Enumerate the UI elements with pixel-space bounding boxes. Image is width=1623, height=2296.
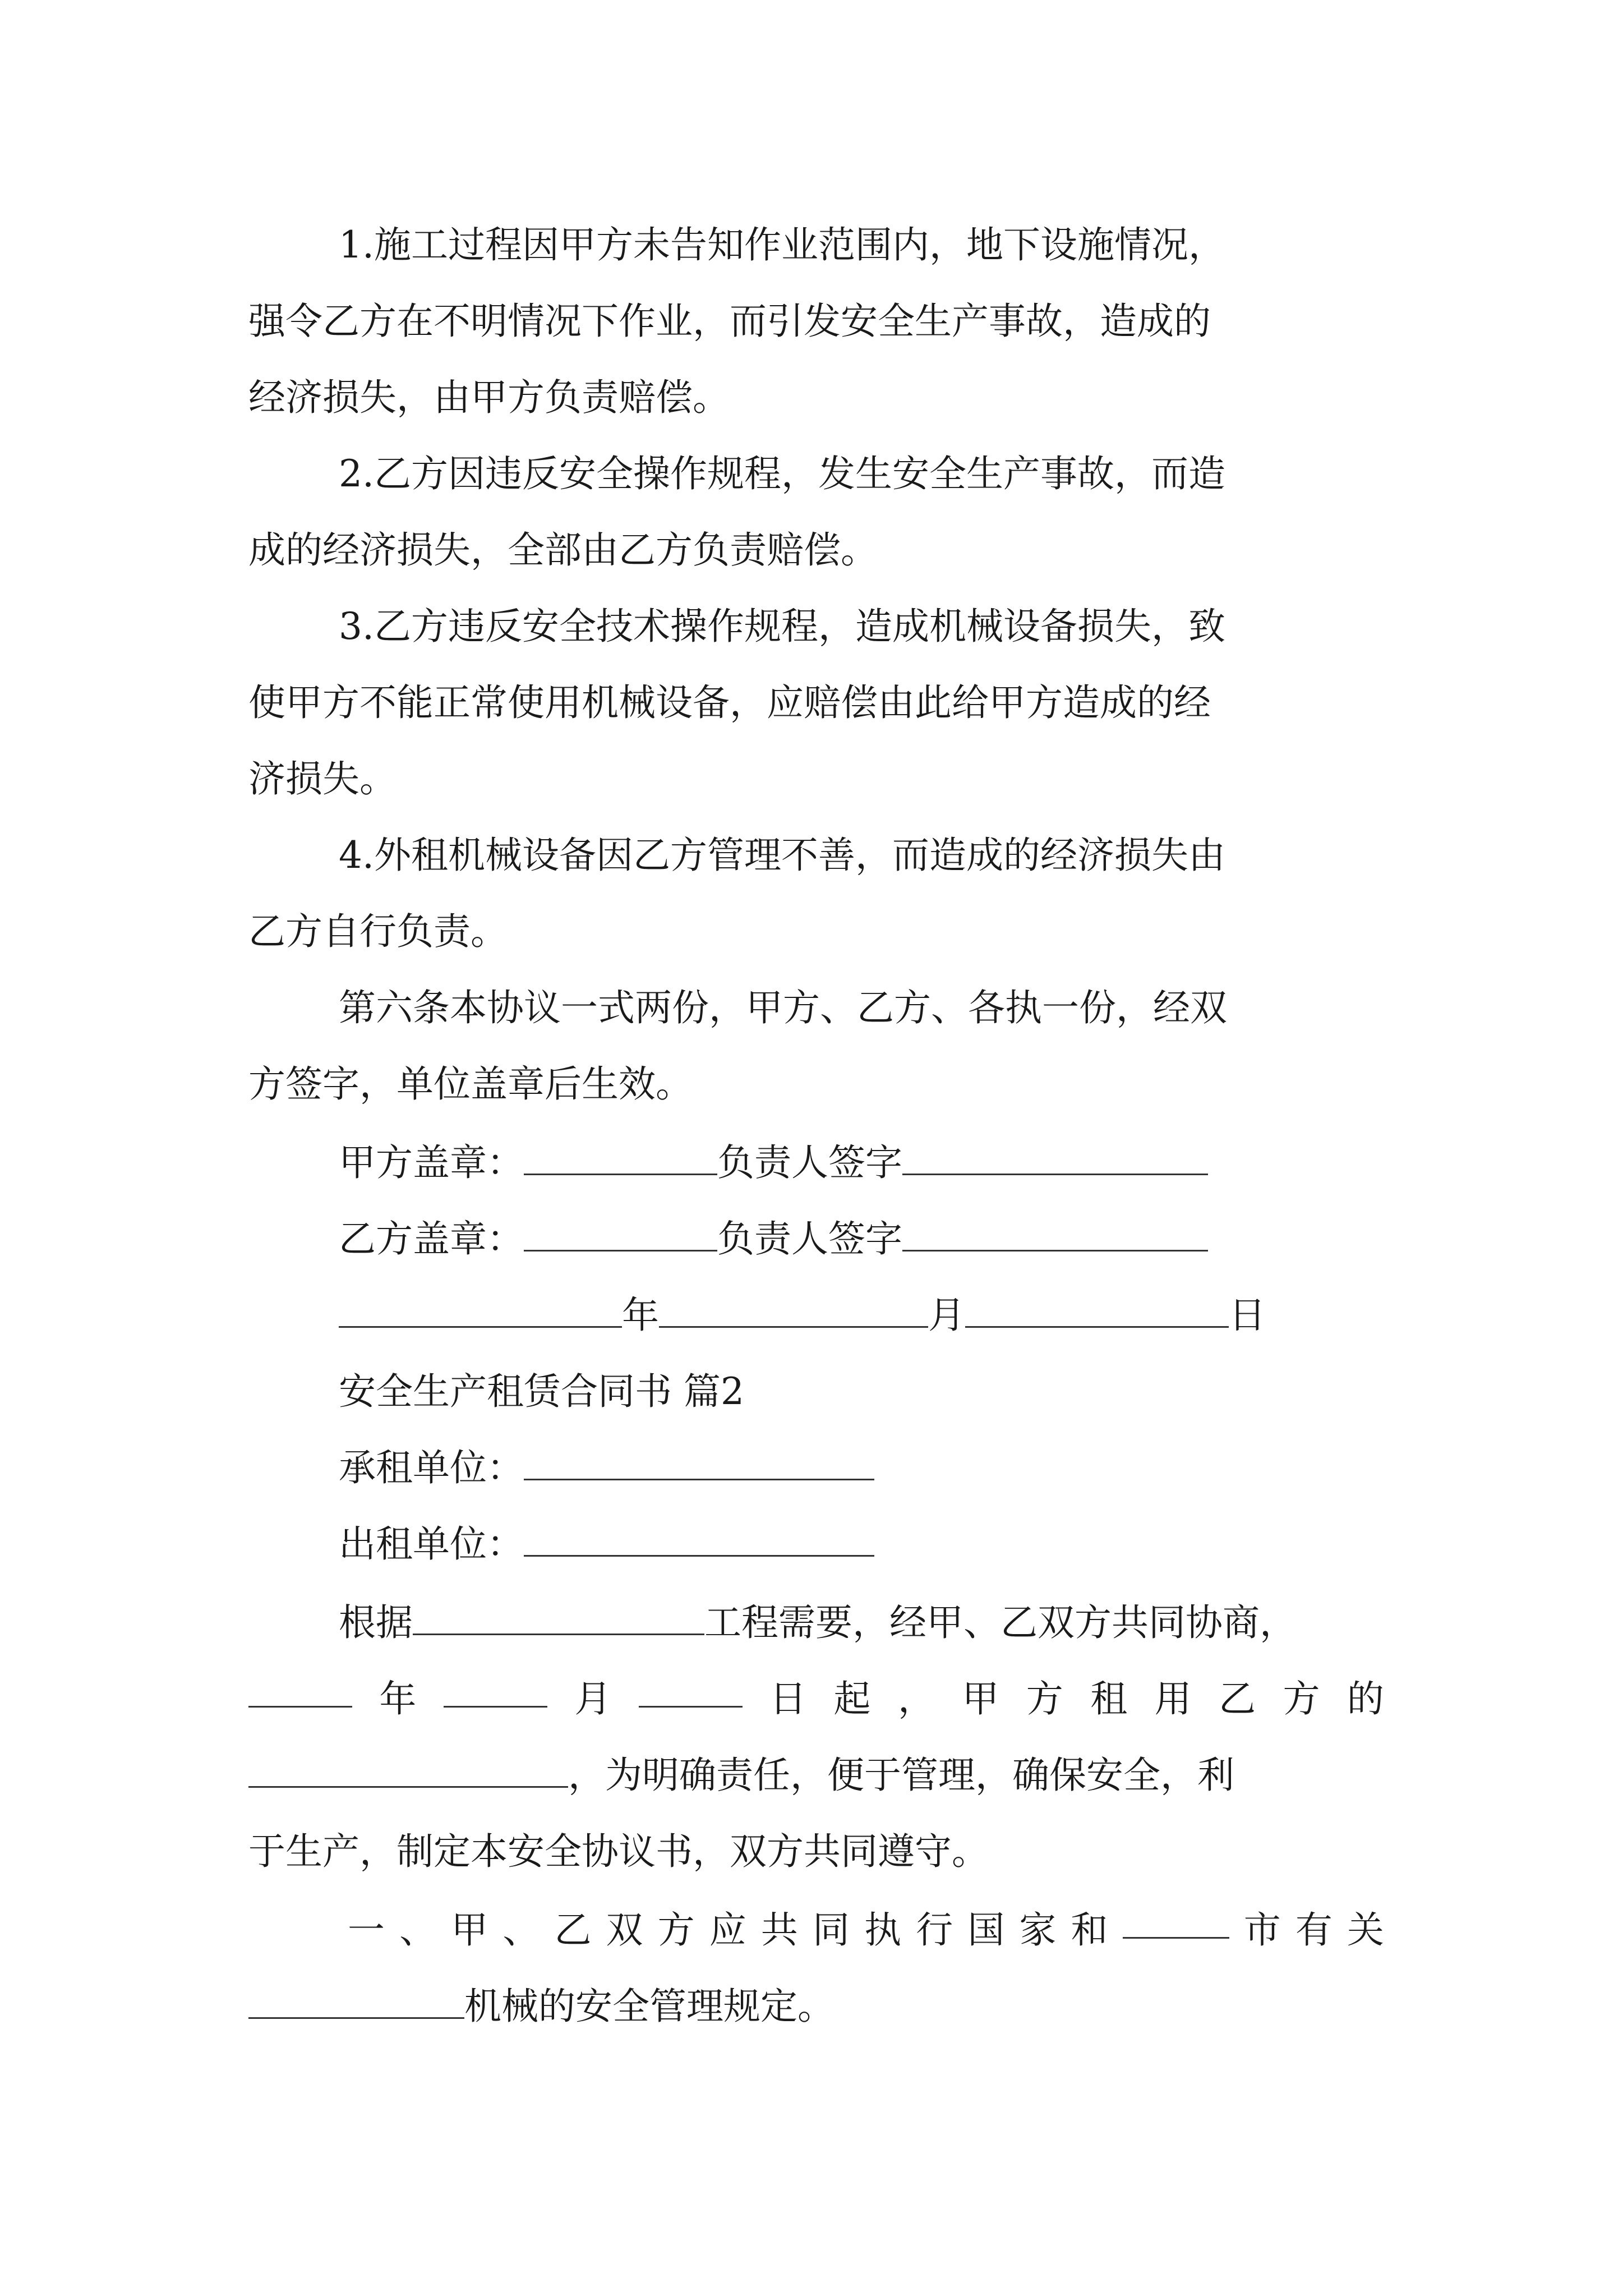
article6-line1: 第六条本协议一式两份，甲方、乙方、各执一份，经双: [339, 986, 1227, 1029]
item3-line1: 3.乙方违反安全技术操作规程，造成机械设备损失，致: [339, 605, 1225, 648]
section2-title: 安全生产租赁合同书 篇2: [339, 1370, 744, 1413]
lessor-line: [339, 1516, 874, 1572]
clause-char: 一: [348, 1908, 385, 1952]
clause-char: 行: [916, 1908, 953, 1952]
item3-line3: 济损失。: [248, 757, 396, 800]
date-char: 租: [1090, 1677, 1128, 1720]
clause-char: 、: [502, 1908, 540, 1952]
party-a-sign-blank[interactable]: [902, 1139, 1208, 1175]
party-a-seal-label: 甲方盖章：: [339, 1141, 524, 1184]
machinery-type-blank[interactable]: [248, 1982, 464, 2019]
date-char: 方: [1283, 1677, 1320, 1720]
party-b-seal-label: 乙方盖章：: [339, 1217, 524, 1260]
para1-line1: [339, 1595, 1297, 1651]
lessor-label: 出租单位：: [339, 1522, 524, 1566]
item2-line2: 成的经济损失，全部由乙方负责赔偿。: [248, 528, 878, 572]
clause-char: 关: [1347, 1908, 1384, 1952]
para1-rest: 工程需要，经甲、乙双方共同协商，: [704, 1601, 1297, 1644]
party-b-seal-blank[interactable]: [524, 1215, 717, 1251]
item1-line2: 强令乙方在不明情况下作业，而引发安全生产事故，造成的: [248, 300, 1211, 343]
clause-char: 国: [967, 1908, 1005, 1952]
clause-char: 共: [760, 1908, 798, 1952]
party-a-seal-blank[interactable]: [524, 1139, 717, 1175]
date-char: 的: [1347, 1677, 1384, 1720]
lessee-label: 承租单位：: [339, 1446, 524, 1489]
item4-line2: 乙方自行负责。: [248, 910, 508, 953]
clause-char: 执: [864, 1908, 902, 1952]
party-a-responsible-label: 负责人签字: [717, 1141, 902, 1184]
date-char: 日: [769, 1677, 807, 1720]
para1-start: 根据: [339, 1601, 413, 1644]
clause1-line2-rest: 机械的安全管理规定。: [464, 1985, 834, 2028]
signature-date-line: [339, 1287, 1266, 1343]
project-name-blank[interactable]: [413, 1599, 704, 1635]
clause1-line2: [248, 1978, 834, 2035]
clause-char: 双: [606, 1908, 643, 1952]
party-a-signature-line: [339, 1135, 1208, 1191]
lessee-blank[interactable]: [524, 1444, 874, 1480]
start-month-blank[interactable]: [444, 1671, 547, 1708]
party-b-signature-line: [339, 1211, 1208, 1267]
date-char: 用: [1154, 1677, 1192, 1720]
day-label: 日: [1229, 1294, 1266, 1337]
para1-line4: 于生产，制定本安全协议书，双方共同遵守。: [248, 1830, 989, 1873]
date-char: 年: [379, 1677, 417, 1720]
clause-char: 有: [1295, 1908, 1332, 1952]
date-char: 方: [1026, 1677, 1063, 1720]
para1-date-line: [248, 1671, 1384, 1727]
clause1-line1: [348, 1902, 1384, 1958]
date-char: 乙: [1219, 1677, 1256, 1720]
date-char: 甲: [962, 1677, 999, 1720]
item4-line1: 4.外租机械设备因乙方管理不善，而造成的经济损失由: [339, 834, 1225, 877]
item3-line2: 使甲方不能正常使用机械设备，应赔偿由此给甲方造成的经: [248, 681, 1211, 724]
article6-line2: 方签字，单位盖章后生效。: [248, 1062, 693, 1106]
clause-char: 乙: [554, 1908, 592, 1952]
para1-line3: [248, 1747, 1234, 1803]
item1-line3: 经济损失，由甲方负责赔偿。: [248, 376, 730, 419]
clause-char: 同: [812, 1908, 850, 1952]
lessee-line: [339, 1440, 874, 1496]
clause-char: 应: [709, 1908, 746, 1952]
party-b-sign-blank[interactable]: [902, 1215, 1208, 1251]
year-label: 年: [622, 1294, 659, 1337]
clause-char: 和: [1071, 1908, 1108, 1952]
date-char: 起: [833, 1677, 871, 1720]
para1-line3-rest: ，为明确责任，便于管理，确保安全，利: [568, 1754, 1234, 1797]
day-blank[interactable]: [965, 1291, 1229, 1328]
clause-char: 家: [1019, 1908, 1057, 1952]
equipment-blank[interactable]: [248, 1751, 568, 1788]
month-blank[interactable]: [659, 1291, 928, 1328]
lessor-blank[interactable]: [524, 1520, 874, 1557]
clause-char: 、: [399, 1908, 437, 1952]
month-label: 月: [928, 1294, 965, 1337]
date-char: ，: [897, 1677, 935, 1720]
city-blank[interactable]: [1123, 1902, 1229, 1939]
item2-line1: 2.乙方因违反安全操作规程，发生安全生产事故，而造: [339, 452, 1225, 495]
date-char: 月: [574, 1677, 612, 1720]
year-blank[interactable]: [339, 1291, 622, 1328]
start-year-blank[interactable]: [248, 1671, 352, 1708]
item1-line1: 1.施工过程因甲方未告知作业范围内，地下设施情况，: [339, 223, 1225, 266]
party-b-responsible-label: 负责人签字: [717, 1217, 902, 1260]
clause-char: 方: [657, 1908, 695, 1952]
clause-char: 市: [1243, 1908, 1281, 1952]
start-day-blank[interactable]: [639, 1671, 743, 1708]
clause-char: 甲: [451, 1908, 488, 1952]
